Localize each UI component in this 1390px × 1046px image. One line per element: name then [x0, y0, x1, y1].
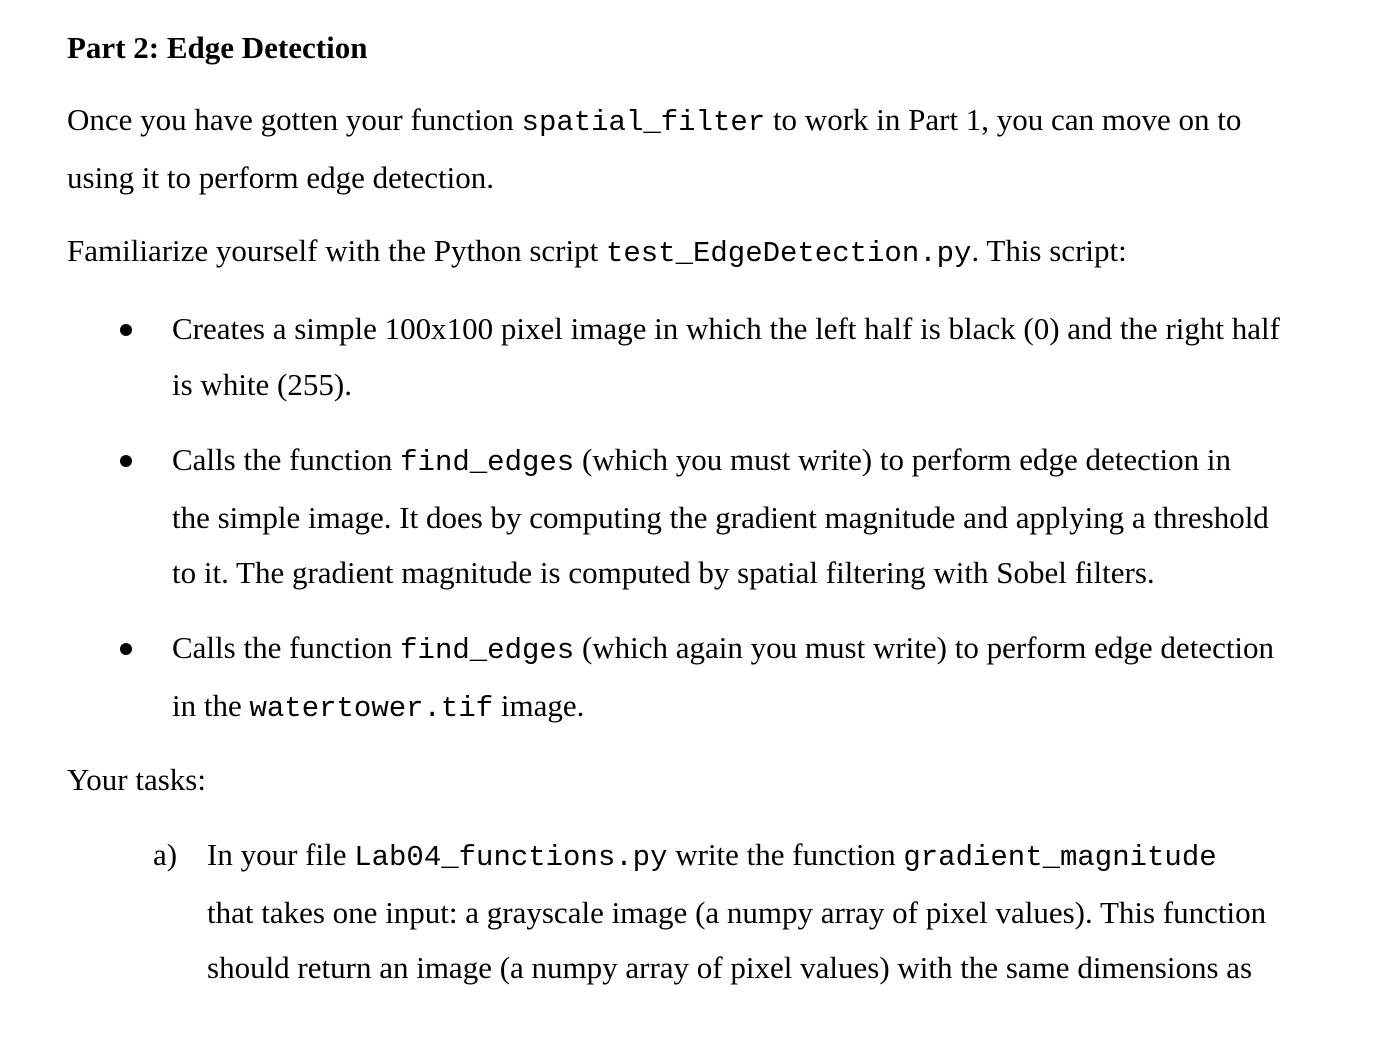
intro-line-2: using it to perform edge detection.	[67, 160, 494, 195]
bullet-1-line-1: Creates a simple 100x100 pixel image in which the left half is black (0) and the right half	[172, 311, 1280, 346]
bullet-2-text-2: (which you must write) to perform edge detection in	[574, 442, 1232, 477]
intro-line-1	[67, 100, 1241, 143]
code-find-edges: find_edges	[400, 634, 575, 667]
intro-text-1: Once you have gotten your function	[67, 102, 522, 137]
code-lab04-functions: Lab04_functions.py	[354, 841, 668, 874]
section-heading: Part 2: Edge Detection	[67, 30, 368, 65]
bullet-dot-icon	[120, 455, 132, 467]
intro-text-2: to work in Part 1, you can move on to	[765, 102, 1242, 137]
bullet-3-text-1: Calls the function	[172, 630, 401, 665]
bullet-3-line-1	[172, 628, 1274, 671]
code-spatial-filter: spatial_filter	[521, 106, 766, 139]
code-find-edges: find_edges	[400, 446, 575, 479]
bullet-dot-icon	[120, 324, 132, 336]
bullet-3-text-3: in the	[172, 688, 250, 723]
bullet-2-text-1: Calls the function	[172, 442, 401, 477]
code-test-script: test_EdgeDetection.py	[605, 237, 972, 270]
bullet-3-text-4: image.	[493, 688, 585, 723]
bullet-1-line-2: is white (255).	[172, 367, 352, 402]
bullet-3-line-2	[172, 686, 584, 729]
bullet-2-line-3: to it. The gradient magnitude is computed by spatial filtering with Sobel filters.	[172, 555, 1155, 590]
task-a-text-1: In your file	[207, 837, 355, 872]
task-a-text-2: write the function	[667, 837, 904, 872]
code-gradient-magnitude: gradient_magnitude	[903, 841, 1217, 874]
bullet-2-line-2: the simple image. It does by computing the gradient magnitude and applying a threshold	[172, 500, 1269, 535]
task-a-line-1	[207, 835, 1217, 878]
task-a-line-3: should return an image (a numpy array of pixel values) with the same dimensions as	[207, 950, 1253, 985]
familiarize-paragraph	[67, 231, 1127, 274]
familiarize-text-1: Familiarize yourself with the Python script	[67, 233, 606, 268]
bullet-2-line-1	[172, 440, 1231, 483]
bullet-dot-icon	[120, 643, 132, 655]
bullet-3-text-2: (which again you must write) to perform edge detection	[574, 630, 1275, 665]
code-watertower-tif: watertower.tif	[249, 692, 494, 725]
task-marker-a: a)	[153, 837, 178, 872]
familiarize-text-2: . This script:	[971, 233, 1127, 268]
task-a-line-2: that takes one input: a grayscale image (a numpy array of pixel values). This function	[207, 895, 1267, 930]
tasks-label: Your tasks:	[67, 762, 206, 797]
